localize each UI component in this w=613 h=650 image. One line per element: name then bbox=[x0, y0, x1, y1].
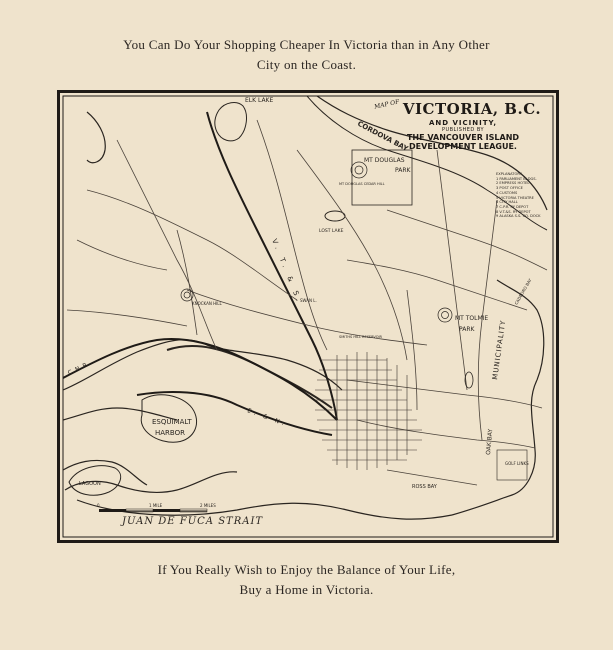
label-en-railway: E. & N. bbox=[246, 407, 288, 429]
legend-title: EXPLANATORY bbox=[496, 172, 522, 176]
label-juan-de-fuca-strait: JUAN DE FUCA STRAIT bbox=[122, 516, 264, 527]
map-title: VICTORIA, B.C. bbox=[402, 100, 542, 118]
map-subtitle-league: DEVELOPMENT LEAGUE. bbox=[409, 142, 517, 151]
legend-item: 8 V.T.&S. RY DEPOT bbox=[496, 209, 531, 214]
label-knockan-hill: KNOCKAN HILL bbox=[192, 301, 222, 306]
elk-lake bbox=[215, 103, 247, 141]
label-municipality: MUNICIPALITY bbox=[491, 319, 508, 381]
coastline bbox=[63, 96, 547, 519]
top-headline-line2: City on the Coast. bbox=[256, 57, 357, 72]
legend-item: 7 C.P.R. RY DEPOT bbox=[496, 204, 529, 209]
legend-item: 1 PARLIAMENT BLDGS. bbox=[496, 176, 537, 181]
map-of-label: MAP OF bbox=[373, 98, 400, 111]
label-oak-bay: OAK BAY bbox=[485, 428, 495, 456]
map-subtitle-vicinity: AND VICINITY, bbox=[428, 119, 498, 127]
map-subtitle-publisher: THE VANCOUVER ISLAND bbox=[406, 133, 520, 142]
legend-item: 4 CUSTOMS bbox=[496, 190, 518, 195]
label-tolmie-park: PARK bbox=[459, 326, 475, 333]
scale-two-miles: 2 MILES bbox=[200, 503, 216, 508]
oak-bay-track bbox=[465, 372, 473, 388]
legend-item: 6 CITY HALL bbox=[496, 200, 518, 205]
legend-item: 9 ALASKA S.S. CO. DOCK bbox=[496, 214, 541, 219]
gorge-inlet bbox=[167, 346, 332, 408]
top-headline-line1: You Can Do Your Shopping Cheaper In Victoria than in Any Other bbox=[123, 37, 490, 52]
label-ross-bay: ROSS BAY bbox=[412, 484, 437, 490]
bottom-headline bbox=[0, 560, 613, 600]
label-lagoon: LAGOON bbox=[79, 481, 101, 487]
label-golf-links: GOLF LINKS bbox=[505, 461, 529, 466]
label-harbor: HARBOR bbox=[155, 429, 185, 437]
label-vts-railway: V. T. & S. bbox=[270, 237, 305, 307]
label-elk-lake: ELK LAKE bbox=[245, 97, 274, 104]
label-cadboro-bay: CADBORO BAY bbox=[513, 277, 533, 306]
map-legend bbox=[496, 172, 556, 219]
victoria-map[interactable] bbox=[57, 90, 559, 543]
map-title-block bbox=[372, 100, 554, 151]
label-lost-lake: LOST LAKE bbox=[319, 229, 344, 234]
label-reservoir: SMITHS HILL RESERVOIR bbox=[339, 335, 382, 339]
label-mt-douglas-cedar-hill: MT DOUGLAS CEDAR HILL bbox=[339, 182, 385, 186]
map-subtitle-published: PUBLISHED BY bbox=[441, 127, 485, 133]
downtown-grid bbox=[315, 352, 422, 470]
label-cordova-bay: CORDOVA BAY bbox=[356, 119, 410, 154]
label-mt-douglas: MT DOUGLAS bbox=[364, 157, 405, 164]
label-mt-tolmie: MT TOLMIE bbox=[455, 315, 489, 322]
bottom-headline-line2: Buy a Home in Victoria. bbox=[239, 582, 374, 597]
top-headline bbox=[0, 35, 613, 75]
scale-bar bbox=[99, 509, 207, 512]
label-esquimalt: ESQUIMALT bbox=[152, 418, 192, 426]
legend-item: 3 POST OFFICE bbox=[496, 186, 523, 191]
railways bbox=[63, 112, 337, 435]
bottom-headline-line1: If You Really Wish to Enjoy the Balance of Your Life, bbox=[157, 562, 456, 577]
label-swan-lake: SWAN L. bbox=[300, 298, 317, 303]
scale-one-mile: 1 MILE bbox=[149, 503, 163, 508]
label-cnr-railway: C. N. R. bbox=[66, 361, 90, 377]
legend-item: 5 VICTORIA THEATRE bbox=[496, 195, 534, 200]
legend-item: 2 EMPRESS HOTEL bbox=[496, 181, 530, 186]
label-mt-douglas-park: PARK bbox=[395, 167, 411, 174]
scale-zero: 0 bbox=[97, 503, 100, 508]
